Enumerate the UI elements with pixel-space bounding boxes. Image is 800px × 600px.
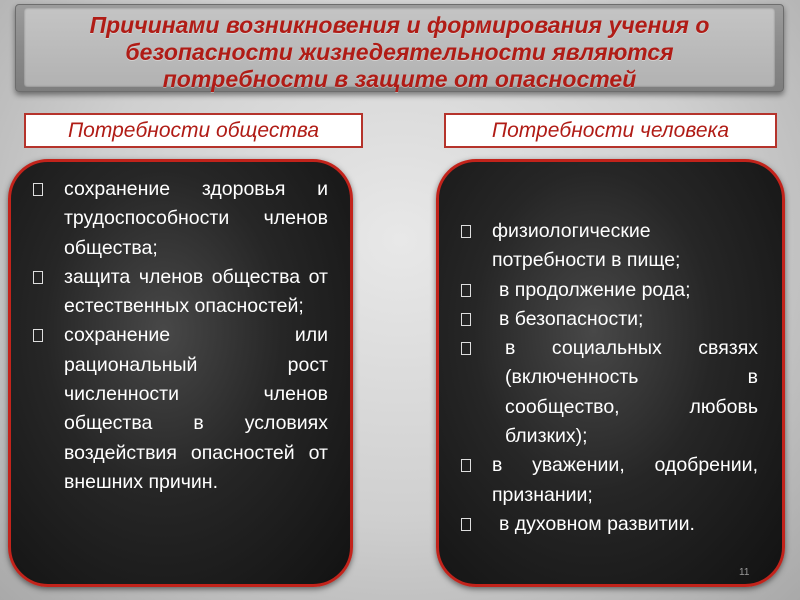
list-item — [64, 263, 328, 322]
list-item — [492, 510, 758, 539]
bullet-box-icon — [33, 183, 43, 196]
society-needs-panel — [8, 159, 353, 587]
list-item — [492, 451, 758, 510]
list-item-text: в социальных связях (включенность в сообщество, любовь близких); — [505, 337, 758, 448]
list-item — [492, 305, 758, 334]
slide-title — [24, 12, 775, 93]
society-needs-list — [64, 175, 328, 497]
list-item-text: в духовном развитии. — [499, 512, 695, 535]
bullet-box-icon — [461, 225, 471, 238]
slide-number: 11 — [739, 567, 750, 578]
list-item-text: сохранение здоровья и трудоспособности членов общества; — [64, 178, 328, 259]
list-item — [64, 321, 328, 497]
title-line-2: безопасности жизнедеятельности являются — [125, 39, 674, 65]
bullet-box-icon — [461, 342, 471, 355]
bullet-box-icon — [461, 284, 471, 297]
title-line-1: Причинами возникновения и формирования учения о — [89, 12, 710, 38]
bullet-box-icon — [33, 271, 43, 284]
list-item — [492, 334, 758, 451]
list-item-text: сохранение или рациональный рост численности членов общества в условиях воздействия опасностей от внешних причин. — [64, 324, 328, 493]
list-item-text: в уважении, одобрении, признании; — [492, 454, 758, 506]
title-inner-panel — [24, 8, 775, 92]
title-line-3: потребности в защите от опасностей — [162, 66, 637, 92]
list-item-text: физиологические потребности в пище; — [492, 220, 681, 272]
list-item — [492, 217, 758, 276]
bullet-box-icon — [461, 518, 471, 531]
list-item — [64, 175, 328, 263]
list-item-text: в безопасности; — [499, 307, 644, 330]
human-needs-label: Потребности человека — [444, 113, 777, 148]
list-item-text: в продолжение рода; — [499, 278, 691, 301]
list-item — [492, 276, 758, 305]
human-needs-panel — [436, 159, 785, 587]
list-item-text: защита членов общества от естественных опасностей; — [64, 265, 328, 318]
bullet-box-icon — [461, 313, 471, 326]
bullet-box-icon — [461, 459, 471, 472]
title-bar — [15, 4, 784, 92]
human-needs-list — [492, 217, 758, 539]
bullet-box-icon — [33, 329, 43, 342]
society-needs-label: Потребности общества — [24, 113, 363, 148]
